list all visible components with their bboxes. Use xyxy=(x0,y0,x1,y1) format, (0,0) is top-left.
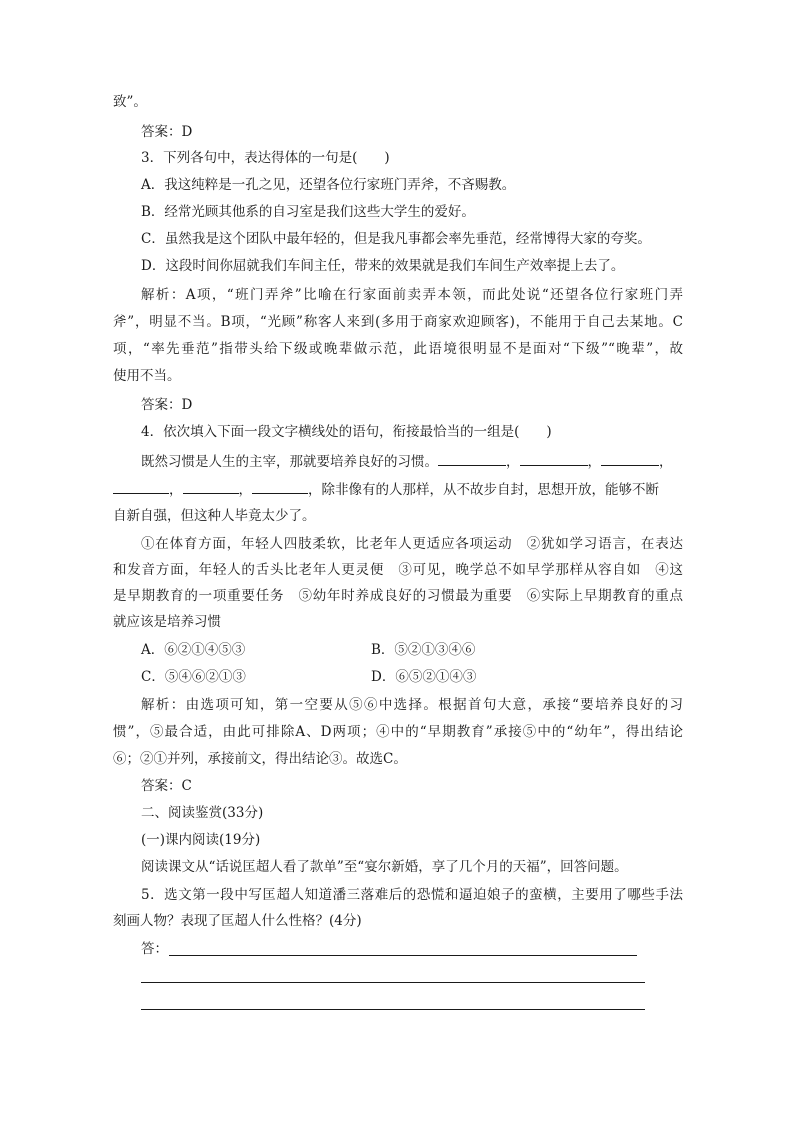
question-4: 4．依次填入下面一段文字横线处的语句，衔接最恰当的一组是( ) xyxy=(141,424,552,440)
fill-blank xyxy=(252,480,308,494)
option-3a: A．我这纯粹是一孔之见，还望各位行家班门弄斧，不吝赐教。 xyxy=(141,177,516,193)
passage-4-line: ， ， ，除非像有的人那样，从不故步自封，思想开放，能够不断 xyxy=(113,480,683,496)
explanation-4: 解析：由选项可知，第一空要从⑤⑥中选择。根据首句大意，承接“要培养良好的习 xyxy=(141,697,683,713)
question-5: 刻画人物？表现了匡超人什么性格？(4分) xyxy=(113,913,362,929)
options-4-row xyxy=(141,669,683,685)
subsection-heading: (一)课内阅读(19分) xyxy=(141,832,261,848)
answer-line: 答案：C xyxy=(141,778,192,794)
answer-line: 答案：D xyxy=(141,124,193,140)
fill-blank xyxy=(438,452,506,466)
explanation-4: ⑥；②①并列，承接前文，得出结论③。故选C。 xyxy=(113,751,407,767)
sentences-4: 和发音方面，年轻人的舌头比老年人更灵便 ③可见，晚学总不如早学那样从容自如 ④这 xyxy=(113,562,683,578)
options-4-row xyxy=(141,642,683,658)
sentences-4: 就应该是培养习惯 xyxy=(113,614,221,630)
option-4a: A．⑥②①④⑤③ xyxy=(141,642,246,658)
passage-4-line: 自新自强，但这种人毕竟太少了。 xyxy=(113,508,316,524)
explanation-3: 解析：A项，“班门弄斧”比喻在行家面前卖弄本领，而此处说“还望各位行家班门弄 xyxy=(141,287,683,303)
fill-blank xyxy=(113,480,169,494)
sentences-4: 是早期教育的一项重要任务 ⑤幼年时养成良好的习惯最为重要 ⑥实际上早期教育的重点 xyxy=(113,588,683,604)
text-line: 致”。 xyxy=(113,94,147,110)
explanation-3: 项，“率先垂范”指带头给下级或晚辈做示范，此语境很明显不是面对“下级”“晚辈”，故 xyxy=(113,341,683,357)
answer-rule xyxy=(141,1009,645,1010)
explanation-3: 斧”，明显不当。B项，“光顾”称客人来到(多用于商家欢迎顾客)，不能用于自己去某地。C xyxy=(113,314,683,330)
question-3: 3．下列各句中，表达得体的一句是( ) xyxy=(141,150,390,166)
sentences-4: ①在体育方面，年轻人四肢柔软，比老年人更适应各项运动 ②犹如学习语言，在表达 xyxy=(141,536,683,552)
answer-rule xyxy=(169,955,637,956)
explanation-4: 惯”，⑤最合适，由此可排除A、D两项；④中的“早期教育”承接⑤中的“幼年”，得出结论 xyxy=(113,724,683,740)
option-4c: C．⑤④⑥②①③ xyxy=(141,669,246,685)
option-3c: C．虽然我是这个团队中最年轻的，但是我凡事都会率先垂范，经常博得大家的夸奖。 xyxy=(141,231,651,247)
answer-line: 答案：D xyxy=(141,397,193,413)
option-4b: B．⑤②①③④⑥ xyxy=(371,642,476,658)
option-3d: D．这段时间你屈就我们车间主任，带来的效果就是我们车间生产效率提上去了。 xyxy=(141,258,625,274)
fill-blank xyxy=(520,452,588,466)
fill-blank xyxy=(601,452,659,466)
answer-rule xyxy=(141,982,645,983)
reading-instruction: 阅读课文从“话说匡超人看了款单”至“宴尔新婚，享了几个月的天福”，回答问题。 xyxy=(141,859,628,875)
explanation-3: 使用不当。 xyxy=(113,368,181,384)
passage-text: ，除非像有的人那样，从不故步自封，思想开放，能够不断 xyxy=(308,482,659,498)
section-heading: 二、阅读鉴赏(33分) xyxy=(141,805,264,821)
question-5: 5．选文第一段中写匡超人知道潘三落难后的恐慌和逼迫娘子的蛮横，主要用了哪些手法 xyxy=(141,887,683,903)
passage-4-line: 既然习惯是人生的主宰，那就要培养良好的习惯。 ， ， ， xyxy=(141,454,673,470)
passage-text: 既然习惯是人生的主宰，那就要培养良好的习惯。 xyxy=(141,454,438,470)
option-4d: D．⑥⑤②①④③ xyxy=(371,669,477,685)
option-3b: B．经常光顾其他系的自习室是我们这些大学生的爱好。 xyxy=(141,204,475,220)
fill-blank xyxy=(183,480,239,494)
answer-label: 答： xyxy=(141,941,168,957)
